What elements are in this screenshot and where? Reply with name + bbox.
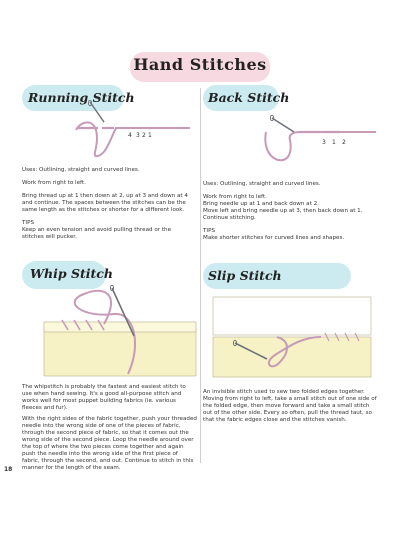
stitch-number: 3 [136,132,140,139]
page-title: Hand Stitches [133,55,267,74]
stitch-number: 2 [142,132,146,139]
running-instructions: Bring thread up at 1 then down at 2, up at 3 and down at 4 and continue. The spaces between the stitches can be the same length as the stitches or shorter for a different look. [22,193,188,213]
page-title-banner [130,52,270,82]
running-stitch-heading: Running Stitch [28,90,135,105]
back-uses: Uses: Outlining, straight and curved lines. [203,181,321,187]
back-stitch-illustration [236,112,386,174]
whip-paragraph-2: With the right sides of the fabric together, push your threaded needle into the wrong side of one of the pieces of fabric, through the second piece of fabric, so that it comes out the wrong side of the second piece. Loop the needle around over the top of where the two pieces come together and again push the needle into the wrong side of the first piece of fabric, through the second, and out. Continue to stitch in this manner for the length of the seam. [22,415,197,471]
fabric-upper [213,297,371,335]
running-stitch-text [22,167,194,245]
needle-icon [272,118,294,132]
running-direction: Work from right to left. [22,180,86,186]
back-line2: Move left and bring needle up at 3, then back down at 1. Continue stitching. [203,208,363,221]
stitch-number: 3 [322,139,326,146]
back-stitch-heading: Back Stitch [208,90,290,105]
back-stitch-text [203,181,378,246]
stitch-number: 1 [148,132,152,139]
running-stitch-illustration [40,100,200,162]
whip-stitch-text [22,384,197,475]
slip-stitch-text [203,389,380,428]
stitch-number: 2 [342,139,346,146]
whip-paragraph-1: The whipstitch is probably the fastest and easiest stitch to use when hand sewing. It's a good all-purpose stitch and works well for most puppet building fabrics (ie. various fleeces and fur). [22,384,186,411]
slip-stitch-heading: Slip Stitch [208,268,282,283]
whip-stitch-heading: Whip Stitch [30,266,113,281]
stitch-number: 1 [332,139,336,146]
back-thread [265,132,376,160]
column-divider [200,88,201,463]
needle-icon [90,102,104,122]
back-line1: Bring needle up at 1 and back down at 2. [203,201,319,207]
back-direction: Work from right to left. [203,194,267,200]
running-tips: Keep an even tension and avoid pulling thread or the stitches will pucker. [22,227,172,240]
running-uses: Uses: Outlining, straight and curved lines. [22,167,140,173]
back-tips-heading: TIPS [203,228,215,234]
page-number: 18 [4,466,13,473]
slip-stitch-illustration [205,293,375,383]
slip-paragraph-1: An invisible stitch used to sew two folded edges together. Moving from right to left, take a small stitch out of one side of the folded edge, then move forward and take a small stitch out of the other side. Every so often, pull the thread taut, so that the fabric edges close and the stitches vanish. [203,389,377,423]
running-tips-heading: TIPS [22,220,34,226]
back-tips: Make shorter stitches for curved lines and shapes. [203,235,345,241]
whip-stitch-illustration [22,284,200,378]
fabric-back [44,328,196,376]
stitch-number: 4 [128,132,132,139]
